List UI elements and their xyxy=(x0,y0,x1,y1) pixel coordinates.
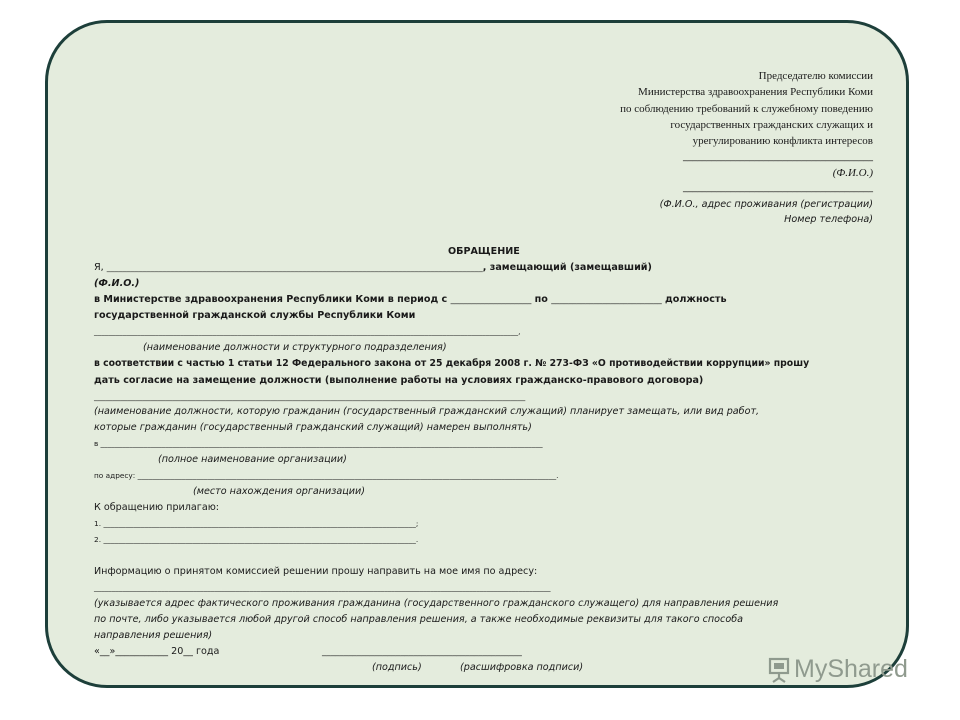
consent-request-line: дать согласие на замещение должности (выполнение работы на условиях гражданско-правового договора) xyxy=(94,375,704,386)
applicant-fio-label: (Ф.И.О.) xyxy=(94,278,140,289)
position-label: должность xyxy=(661,294,727,305)
addressee-line-2: Министерства здравоохранения Республики Коми xyxy=(638,86,873,98)
addressee-line-5: урегулированию конфликта интересов xyxy=(692,135,873,147)
position-blank-line: ______________________________________________________________________________________________________________________, xyxy=(94,327,521,336)
applicant-line xyxy=(94,261,652,275)
signature-decode-label: (расшифровка подписи) xyxy=(460,662,584,673)
addressee-line-3: по соблюдению требований к служебному поведению xyxy=(620,103,873,115)
organization-address-line: по адресу: __________________________________________________________________________________________________________________. xyxy=(94,471,559,480)
service-period-text: в Министерстве здравоохранения Республики Коми в период с xyxy=(94,294,451,305)
fio-blank-line: ________________________________________ xyxy=(683,151,873,162)
attachment-item-2: 2. ____________________________________________________________________________________. xyxy=(94,535,419,544)
fio-label: (Ф.И.О.) xyxy=(832,167,873,179)
applicant-name-blank: ______________________________________________________________________________________________ xyxy=(106,263,483,272)
addressee-line-1: Председателю комиссии xyxy=(758,70,873,82)
decision-delivery-label: Информацию о принятом комиссией решении прошу направить на мое имя по адресу: xyxy=(94,566,538,577)
delivery-address-blank: _________________________________________________________________________________________________________________________________ xyxy=(94,583,551,592)
service-period-line xyxy=(94,293,727,307)
delivery-caption-1: (указывается адрес фактического проживания гражданина (государственного гражданского служащего) для направления решения xyxy=(94,598,779,609)
signature-blank-line: ______________________________________________ xyxy=(322,647,522,657)
desired-position-caption-2: которые гражданин (государственный гражданский служащий) намерен выполнять) xyxy=(94,422,532,433)
desired-position-blank: ___________________________________________________________________________________________________________________ xyxy=(94,392,526,401)
delivery-caption-2: по почте, либо указывается любой другой способ направления решения, а также необходимые реквизиты для такого способа xyxy=(94,614,743,625)
period-to-blank: __________________________ xyxy=(551,295,662,305)
watermark-text: MyShared xyxy=(794,655,908,683)
civil-service-label: государственной гражданской службы Республики Коми xyxy=(94,310,416,321)
attachments-label: К обращению прилагаю: xyxy=(94,502,220,513)
date-line: «__»___________ 20__ года xyxy=(94,646,220,657)
signature-label: (подпись) xyxy=(372,662,422,673)
applicant-prefix: Я, xyxy=(94,262,107,273)
organization-blank-line: в ___________________________________________________________________________________________________________________________ xyxy=(94,439,543,448)
period-from-blank: ___________________ xyxy=(450,295,532,305)
delivery-caption-3: направления решения) xyxy=(94,630,213,641)
desired-position-caption-1: (наименование должности, которую гражданин (государственный гражданский служащий) планирует замещать, или вид работ, xyxy=(94,406,760,417)
presentation-board-icon xyxy=(768,657,790,683)
address-label: (Ф.И.О., адрес проживания (регистрации) xyxy=(659,199,873,210)
address-blank-line: ________________________________________ xyxy=(683,182,873,193)
position-caption: (наименование должности и структурного подразделения) xyxy=(143,342,447,353)
watermark xyxy=(768,655,908,684)
phone-label: Номер телефона) xyxy=(784,214,873,225)
period-by-label: по xyxy=(531,294,552,305)
document-title: ОБРАЩЕНИЕ xyxy=(448,246,520,257)
organization-address-caption: (место нахождения организации) xyxy=(193,486,365,497)
applicant-position-label: , замещающий (замещавший) xyxy=(482,262,652,273)
attachment-item-1: 1. ____________________________________________________________________________________; xyxy=(94,519,419,528)
addressee-line-4: государственных гражданских служащих и xyxy=(670,119,873,131)
law-reference-line: в соответствии с частью 1 статьи 12 Федерального закона от 25 декабря 2008 г. № 273-ФЗ «О противодействии коррупции» прошу xyxy=(94,358,810,369)
organization-caption: (полное наименование организации) xyxy=(158,454,347,465)
